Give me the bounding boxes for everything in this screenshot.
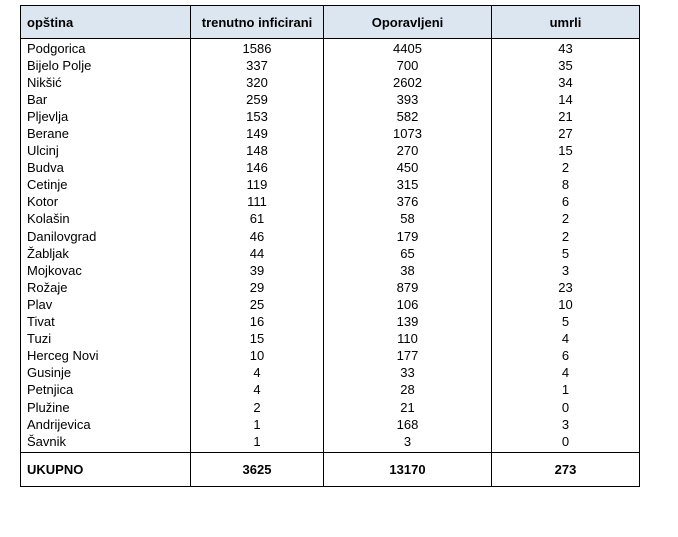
table-row (21, 314, 640, 331)
table-row (21, 262, 640, 279)
currently-infected-cell: 259 (191, 91, 324, 108)
recovered-cell: 38 (324, 262, 492, 279)
currently-infected-cell: 44 (191, 245, 324, 262)
currently-infected-cell: 4 (191, 365, 324, 382)
table-row (21, 416, 640, 433)
municipality-cell: Andrijevica (21, 416, 191, 433)
municipality-cell: Berane (21, 125, 191, 142)
recovered-cell: 33 (324, 365, 492, 382)
currently-infected-cell: 1586 (191, 39, 324, 58)
currently-infected-cell: 146 (191, 160, 324, 177)
currently-infected-cell: 149 (191, 125, 324, 142)
deceased-cell: 4 (492, 331, 640, 348)
table-row (21, 228, 640, 245)
deceased-cell: 27 (492, 125, 640, 142)
table-footer (21, 453, 640, 487)
municipality-cell: Podgorica (21, 39, 191, 58)
total-currently-infected: 3625 (191, 453, 324, 487)
table-body (21, 39, 640, 453)
table-row (21, 108, 640, 125)
municipality-cell: Tivat (21, 314, 191, 331)
deceased-cell: 0 (492, 399, 640, 416)
recovered-cell: 110 (324, 331, 492, 348)
deceased-cell: 34 (492, 74, 640, 91)
recovered-cell: 700 (324, 57, 492, 74)
table-row (21, 382, 640, 399)
table-row (21, 399, 640, 416)
covid-municipality-table (20, 5, 640, 487)
deceased-cell: 2 (492, 211, 640, 228)
municipality-cell: Kolašin (21, 211, 191, 228)
deceased-cell: 4 (492, 365, 640, 382)
table-row (21, 39, 640, 58)
deceased-cell: 10 (492, 296, 640, 313)
recovered-cell: 879 (324, 279, 492, 296)
table-row (21, 365, 640, 382)
recovered-cell: 315 (324, 177, 492, 194)
municipality-cell: Šavnik (21, 433, 191, 453)
deceased-cell: 15 (492, 143, 640, 160)
table-row (21, 177, 640, 194)
deceased-cell: 5 (492, 314, 640, 331)
currently-infected-cell: 1 (191, 416, 324, 433)
recovered-cell: 21 (324, 399, 492, 416)
table-row (21, 91, 640, 108)
currently-infected-cell: 10 (191, 348, 324, 365)
table-row (21, 194, 640, 211)
municipality-cell: Ulcinj (21, 143, 191, 160)
recovered-cell: 179 (324, 228, 492, 245)
currently-infected-cell: 337 (191, 57, 324, 74)
recovered-cell: 450 (324, 160, 492, 177)
deceased-cell: 2 (492, 228, 640, 245)
deceased-cell: 6 (492, 348, 640, 365)
municipality-cell: Plav (21, 296, 191, 313)
currently-infected-cell: 61 (191, 211, 324, 228)
deceased-cell: 0 (492, 433, 640, 453)
recovered-cell: 58 (324, 211, 492, 228)
currently-infected-cell: 119 (191, 177, 324, 194)
currently-infected-cell: 16 (191, 314, 324, 331)
recovered-cell: 376 (324, 194, 492, 211)
deceased-cell: 14 (492, 91, 640, 108)
table-row (21, 433, 640, 453)
deceased-cell: 6 (492, 194, 640, 211)
recovered-cell: 177 (324, 348, 492, 365)
recovered-cell: 168 (324, 416, 492, 433)
total-row (21, 453, 640, 487)
municipality-cell: Kotor (21, 194, 191, 211)
table-row (21, 279, 640, 296)
recovered-cell: 106 (324, 296, 492, 313)
currently-infected-cell: 320 (191, 74, 324, 91)
deceased-cell: 23 (492, 279, 640, 296)
header-currently-infected: trenutno inficirani (191, 6, 324, 39)
municipality-cell: Danilovgrad (21, 228, 191, 245)
municipality-cell: Bijelo Polje (21, 57, 191, 74)
currently-infected-cell: 2 (191, 399, 324, 416)
deceased-cell: 5 (492, 245, 640, 262)
total-recovered: 13170 (324, 453, 492, 487)
municipality-cell: Bar (21, 91, 191, 108)
municipality-cell: Herceg Novi (21, 348, 191, 365)
municipality-cell: Tuzi (21, 331, 191, 348)
table-row (21, 160, 640, 177)
header-row (21, 6, 640, 39)
municipality-cell: Nikšić (21, 74, 191, 91)
total-label: UKUPNO (21, 453, 191, 487)
currently-infected-cell: 111 (191, 194, 324, 211)
table-row (21, 296, 640, 313)
table-row (21, 211, 640, 228)
municipality-cell: Gusinje (21, 365, 191, 382)
currently-infected-cell: 25 (191, 296, 324, 313)
municipality-cell: Cetinje (21, 177, 191, 194)
deceased-cell: 43 (492, 39, 640, 58)
deceased-cell: 8 (492, 177, 640, 194)
table-row (21, 57, 640, 74)
deceased-cell: 35 (492, 57, 640, 74)
header-municipality: opština (21, 6, 191, 39)
total-deceased: 273 (492, 453, 640, 487)
table-row (21, 74, 640, 91)
deceased-cell: 2 (492, 160, 640, 177)
header-recovered: Oporavljeni (324, 6, 492, 39)
currently-infected-cell: 153 (191, 108, 324, 125)
municipality-cell: Žabljak (21, 245, 191, 262)
deceased-cell: 3 (492, 262, 640, 279)
municipality-cell: Mojkovac (21, 262, 191, 279)
recovered-cell: 2602 (324, 74, 492, 91)
table-row (21, 125, 640, 142)
currently-infected-cell: 4 (191, 382, 324, 399)
municipality-cell: Petnjica (21, 382, 191, 399)
currently-infected-cell: 39 (191, 262, 324, 279)
municipality-cell: Plužine (21, 399, 191, 416)
municipality-cell: Rožaje (21, 279, 191, 296)
recovered-cell: 1073 (324, 125, 492, 142)
deceased-cell: 3 (492, 416, 640, 433)
recovered-cell: 393 (324, 91, 492, 108)
table-header (21, 6, 640, 39)
recovered-cell: 4405 (324, 39, 492, 58)
currently-infected-cell: 15 (191, 331, 324, 348)
currently-infected-cell: 1 (191, 433, 324, 453)
table-row (21, 348, 640, 365)
recovered-cell: 270 (324, 143, 492, 160)
recovered-cell: 139 (324, 314, 492, 331)
deceased-cell: 1 (492, 382, 640, 399)
header-deceased: umrli (492, 6, 640, 39)
currently-infected-cell: 46 (191, 228, 324, 245)
currently-infected-cell: 29 (191, 279, 324, 296)
recovered-cell: 582 (324, 108, 492, 125)
table-row (21, 143, 640, 160)
deceased-cell: 21 (492, 108, 640, 125)
recovered-cell: 28 (324, 382, 492, 399)
recovered-cell: 65 (324, 245, 492, 262)
municipality-cell: Pljevlja (21, 108, 191, 125)
table-row (21, 331, 640, 348)
recovered-cell: 3 (324, 433, 492, 453)
municipality-cell: Budva (21, 160, 191, 177)
currently-infected-cell: 148 (191, 143, 324, 160)
table-row (21, 245, 640, 262)
